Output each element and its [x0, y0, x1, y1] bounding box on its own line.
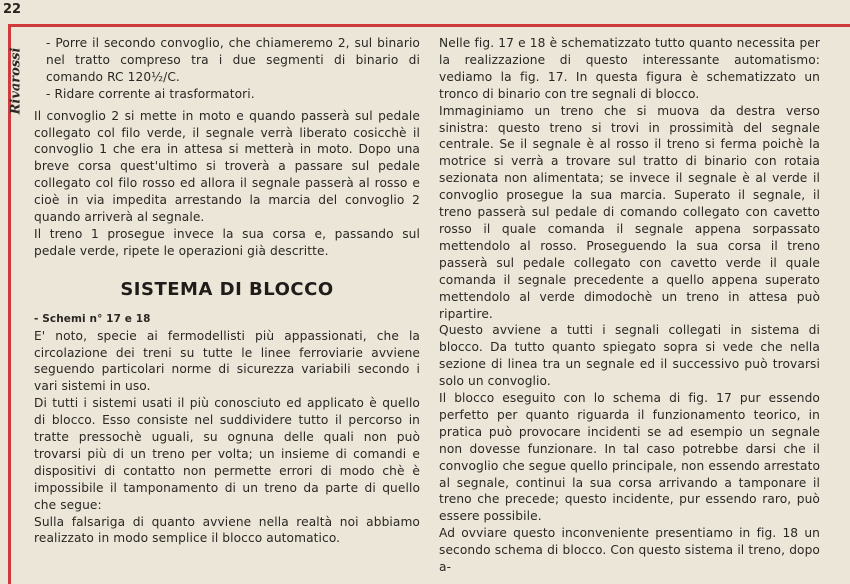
body-paragraph: Il treno 1 prosegue invece la sua corsa e, passando sul pedale verde, ripete le operazioni già descritte.	[34, 226, 420, 258]
body-paragraph: Sulla falsariga di quanto avviene nella realtà noi abbiamo realizzato in modo semplice il blocco automatico.	[34, 514, 420, 546]
body-paragraph: Nelle fig. 17 e 18 è schematizzato tutto quanto necessita per la realizzazione di questo interessante automatismo: vediamo la fig. 17. In questa figura è schematizzato un tronco di binario con tre segnali di blocco.	[439, 36, 820, 101]
left-column	[34, 35, 420, 547]
body-paragraph: Di tutti i sistemi usati il più conosciuto ed applicato è quello di blocco. Esso consiste nel suddividere tutto il percorso in tratte pressochè uguali, su ognuna delle quali non può trovarsi più di un treno per volta; un insieme di comandi e dispositivi di contatto non permette errori di modo chè è impossibile il tamponamento di un treno da parte di quello che segue:	[34, 396, 420, 512]
body-paragraph: E' noto, specie ai fermodellisti più appassionati, che la circolazione dei treni su tutte le linee ferroviarie avviene seguendo particolari norme di sicurezza variabili secondo i vari sistemi in uso.	[34, 328, 420, 394]
body-paragraph: Il blocco eseguito con lo schema di fig. 17 pur essendo perfetto per quanto riguarda il funzionamento teorico, in pratica può provocare incidenti se ad esempio un segnale non dovesse funzionare. In tal caso potrebbe darsi che il convoglio che segue quello principale, non essendo arrestato al segnale, continui la sua corsa arrivando a tamponare il treno che precede; questo incidente, pur essendo raro, può essere possibile.	[439, 391, 820, 524]
page-number: 22	[3, 2, 22, 17]
instruction-item: - Porre il secondo convoglio, che chiameremo 2, sul binario nel tratto compreso tra i due segmenti di binario di comando RC 120½/C.	[46, 36, 420, 84]
body-paragraph: Questo avviene a tutti i segnali collegati in sistema di blocco. Da tutto quanto spiegato sopra si vede che nella sezione di linea tra un segnale ed il successivo può trovarsi solo un convoglio.	[439, 323, 820, 389]
body-paragraph: Il convoglio 2 si mette in moto e quando passerà sul pedale collegato col filo verde, il segnale verrà liberato cosicchè il convoglio 1 che era in attesa si metterà in moto. Dopo una breve corsa quest'ultimo si troverà a passare sul pedale collegato col filo rosso ed allora il segnale passerà al rosso e cioè in via impedita arrestando la marcia del convoglio 2 quando arriverà al segnale.	[34, 108, 420, 225]
right-column	[439, 35, 820, 576]
body-paragraph: Ad ovviare questo inconveniente presentiamo in fig. 18 un secondo schema di blocco. Con questo sistema il treno, dopo a-	[439, 526, 820, 575]
brand-name: Rivarossi	[8, 47, 24, 115]
section-title: SISTEMA DI BLOCCO	[120, 278, 334, 300]
subheading: - Schemi n° 17 e 18	[34, 312, 151, 325]
brand-logo	[4, 36, 28, 126]
instruction-item: - Ridare corrente ai trasformatori.	[46, 86, 255, 101]
body-paragraph: Immaginiamo un treno che si muova da destra verso sinistra: questo treno si trovi in prossimità del segnale centrale. Se il segnale è al rosso il treno si ferma poichè la motrice si verrà a trovare sul tratto di binario con rotaia sezionata non alimentata; se invece il segnale è al verde il convoglio prosegue la sua marcia. Superato il segnale, il treno passerà sul pedale di comando collegato con cavetto rosso il quale comanda il segnale appena sorpassato mettendolo al rosso. Proseguendo la sua corsa il treno passerà sul pedale collegato con cavetto verde il quale comanda il segnale precedente a quello appena superato mettendolo al verde dimodochè un treno in attesa può ripartire.	[439, 103, 820, 321]
